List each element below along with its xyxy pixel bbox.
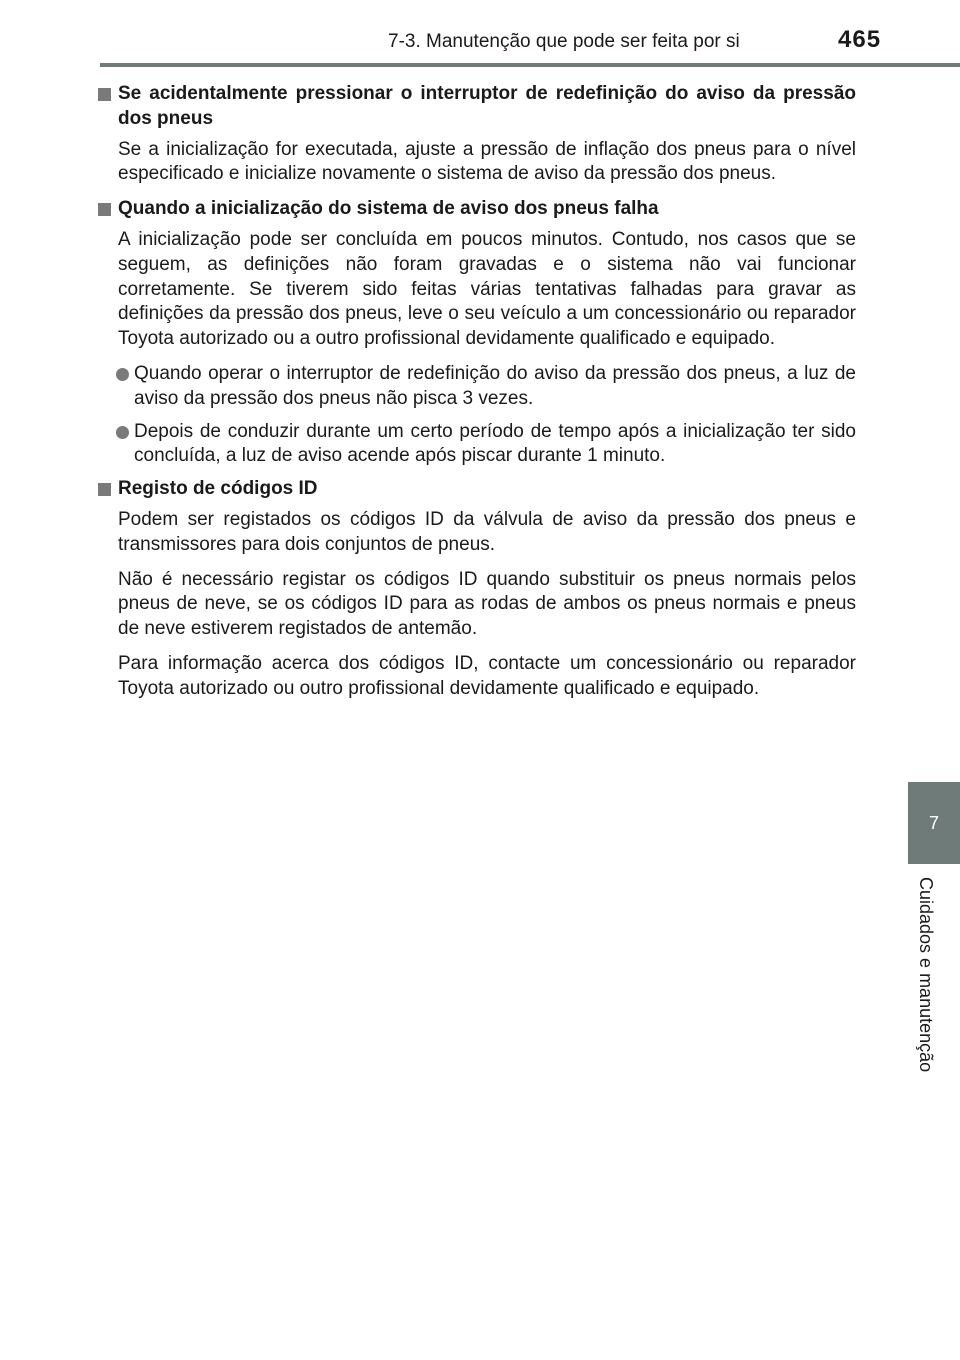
list-item-text: Depois de conduzir durante um certo período de tempo após a inicialização ter sido concluída, a luz de aviso acende após piscar durante 1 minuto. [134, 420, 856, 467]
page-number: 465 [838, 26, 882, 53]
list-item-text: Quando operar o interruptor de redefinição do aviso da pressão dos pneus, a luz de aviso da pressão dos pneus não pisca 3 vezes. [134, 362, 856, 409]
page-body [96, 78, 856, 712]
list-item [96, 420, 856, 470]
paragraph: Não é necessário registar os códigos ID quando substituir os pneus normais pelos pneus de neve, se os códigos ID para as rodas de ambos os pneus normais e pneus de neve estiverem registados de antemão. [118, 568, 856, 640]
square-bullet-icon [98, 483, 111, 496]
round-bullet-icon [116, 368, 129, 381]
section-heading-text: Se acidentalmente pressionar o interruptor de redefinição do aviso da pressão dos pneus [118, 83, 856, 129]
round-bullet-icon [116, 426, 129, 439]
section-heading-text: Quando a inicialização do sistema de aviso dos pneus falha [118, 198, 659, 220]
section-title: 7-3. Manutenção que pode ser feita por si [388, 31, 740, 52]
header-rule [100, 63, 960, 67]
chapter-tab [908, 782, 960, 864]
paragraph: Podem ser registados os códigos ID da válvula de aviso da pressão dos pneus e transmissores para dois conjuntos de pneus. [118, 508, 856, 555]
paragraph: Se a inicialização for executada, ajuste a pressão de inflação dos pneus para o nível especificado e inicialize novamente o sistema de aviso da pressão dos pneus. [118, 138, 856, 185]
section-heading-text: Registo de códigos ID [118, 478, 318, 500]
paragraph: A inicialização pode ser concluída em poucos minutos. Contudo, nos casos que se seguem, as definições não foram gravadas e o sistema não vai funcionar corretamente. Se tiverem sido feitas várias tentativas falhadas para gravar as definições da pressão dos pneus, leve o seu veículo a um concessionário ou reparador Toyota autorizado ou a outro profissional devidamente qualificado e equipado. [118, 228, 856, 350]
list-item [96, 362, 856, 412]
section-heading [96, 197, 856, 222]
chapter-number: 7 [928, 812, 939, 833]
paragraph: Para informação acerca dos códigos ID, contacte um concessionário ou reparador Toyota autorizado ou outro profissional devidamente qualificado e equipado. [118, 652, 856, 699]
chapter-title: Cuidados e manutenção [916, 877, 936, 1073]
section-heading [96, 477, 856, 502]
square-bullet-icon [98, 203, 111, 216]
section-heading [96, 82, 856, 132]
square-bullet-icon [98, 88, 111, 101]
